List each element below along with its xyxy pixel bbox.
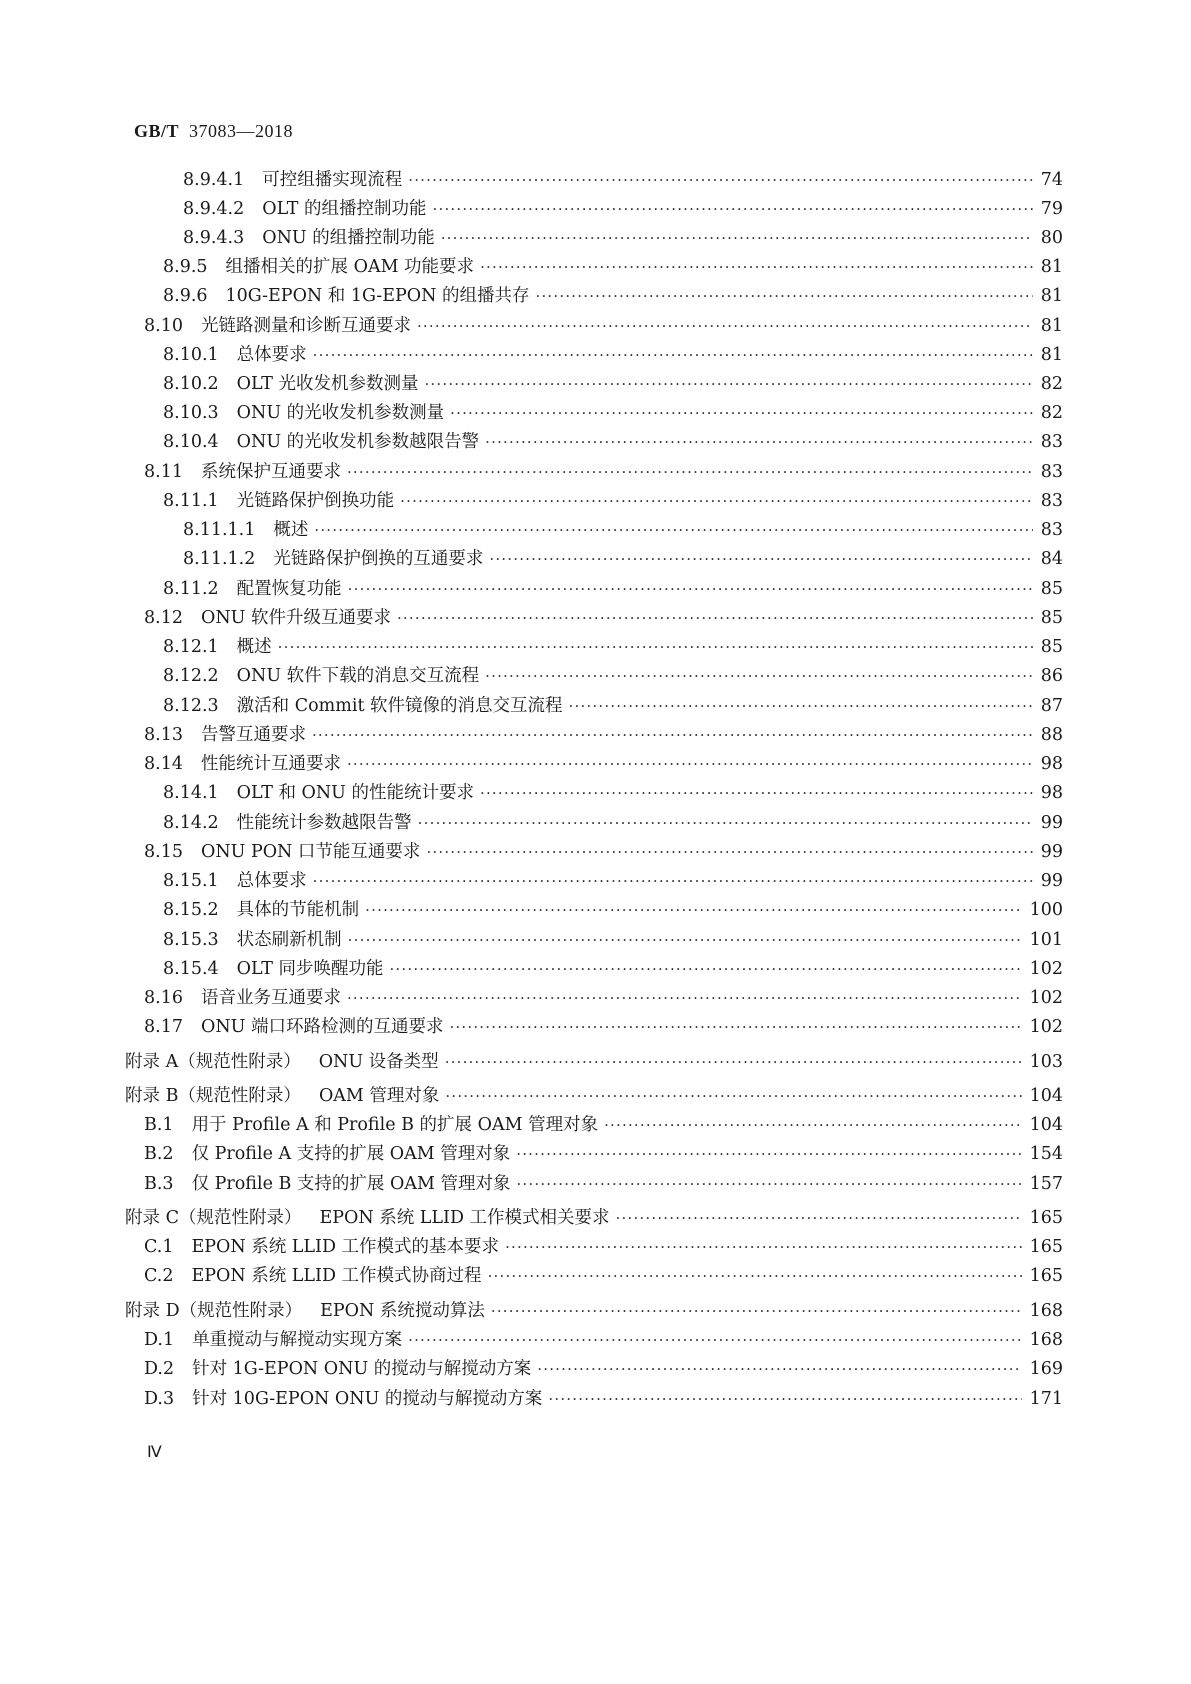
toc-entry[interactable] (125, 1205, 1063, 1231)
toc-entry-title: 概述 (273, 520, 309, 540)
toc-entry[interactable] (144, 1171, 1063, 1197)
toc-entry-title: 10G-EPON 和 1G-EPON 的组播共存 (225, 286, 530, 306)
toc-entry[interactable] (183, 225, 1063, 251)
toc-entry-page: 102 (1029, 959, 1063, 979)
toc-entry[interactable] (163, 897, 1063, 923)
toc-entry-page: 103 (1029, 1052, 1063, 1072)
toc-entry-title: EPON 系统 LLID 工作模式相关要求 (319, 1208, 610, 1228)
toc-entry-page: 102 (1029, 988, 1063, 1008)
toc-entry[interactable] (144, 1356, 1063, 1382)
toc-entry-number: 附录 C（规范性附录） (125, 1208, 302, 1228)
toc-entry[interactable] (144, 1014, 1063, 1040)
toc-entry-number: D.1 (144, 1330, 175, 1350)
toc-leader-dots (417, 313, 1033, 339)
toc-entry[interactable] (125, 1298, 1063, 1324)
toc-entry[interactable] (163, 283, 1063, 309)
toc-entry-number: B.2 (144, 1144, 174, 1164)
toc-entry[interactable] (163, 488, 1063, 514)
toc-entry[interactable] (144, 1141, 1063, 1167)
toc-entry[interactable] (163, 810, 1063, 836)
toc-entry-title: EPON 系统搅动算法 (320, 1301, 485, 1321)
toc-entry-page: 165 (1029, 1237, 1063, 1257)
toc-leader-dots (488, 1263, 1022, 1289)
toc-entry-number: 8.14.2 (163, 813, 219, 833)
toc-entry-page: 98 (1040, 783, 1063, 803)
toc-entry-title: ONU 设备类型 (318, 1052, 439, 1072)
toc-entry-page: 81 (1040, 345, 1063, 365)
toc-leader-dots (491, 1298, 1022, 1324)
toc-entry-page: 100 (1029, 900, 1063, 920)
toc-entry-title: 系统保护互通要求 (200, 462, 341, 482)
toc-leader-dots (348, 576, 1033, 602)
toc-entry-number: 8.15.3 (163, 930, 219, 950)
toc-leader-dots (433, 196, 1033, 222)
toc-leader-dots (426, 839, 1032, 865)
toc-leader-dots (480, 780, 1033, 806)
toc-entry-number: 附录 D（规范性附录） (125, 1301, 303, 1321)
toc-entry-number: 8.15.4 (163, 959, 219, 979)
toc-entry[interactable] (183, 196, 1063, 222)
toc-entry-page: 81 (1040, 286, 1063, 306)
toc-entry[interactable] (144, 1112, 1063, 1138)
toc-entry-title: 针对 1G-EPON ONU 的搅动与解搅动方案 (192, 1359, 532, 1379)
standard-prefix: GB/T (134, 121, 180, 141)
toc-entry-page: 85 (1040, 637, 1063, 657)
toc-entry-page: 83 (1040, 432, 1063, 452)
toc-entry-title: OLT 光收发机参数测量 (236, 374, 419, 394)
toc-entry-number: B.3 (144, 1174, 174, 1194)
toc-entry-title: ONU 的光收发机参数越限告警 (236, 432, 480, 452)
toc-entry-number: 8.14 (144, 754, 183, 774)
toc-entry[interactable] (163, 868, 1063, 894)
toc-leader-dots (424, 371, 1032, 397)
toc-entry-title: ONU 软件升级互通要求 (200, 608, 391, 628)
toc-entry-page: 84 (1040, 549, 1063, 569)
toc-entry-number: 8.12.3 (163, 696, 219, 716)
toc-entry-page: 102 (1029, 1017, 1063, 1037)
toc-entry[interactable] (144, 605, 1063, 631)
toc-entry-title: 组播相关的扩展 OAM 功能要求 (225, 257, 475, 277)
toc-leader-dots (548, 1386, 1021, 1412)
toc-entry-page: 82 (1040, 374, 1063, 394)
toc-entry-number: B.1 (144, 1115, 174, 1135)
toc-entry-title: ONU 的组播控制功能 (262, 228, 435, 248)
toc-leader-dots (441, 225, 1033, 251)
toc-leader-dots (313, 342, 1033, 368)
toc-entry[interactable] (144, 1327, 1063, 1353)
toc-entry-page: 74 (1040, 170, 1063, 190)
toc-entry-number: 8.11.1.2 (183, 549, 256, 569)
toc-entry-title: ONU 的光收发机参数测量 (236, 403, 445, 423)
toc-entry-number: 8.12.2 (163, 666, 219, 686)
toc-entry[interactable] (163, 400, 1063, 426)
toc-leader-dots (408, 167, 1032, 193)
toc-entry[interactable] (125, 1049, 1063, 1075)
toc-leader-dots (485, 429, 1033, 455)
toc-entry-page: 104 (1029, 1115, 1063, 1135)
toc-leader-dots (445, 1049, 1022, 1075)
toc-entry-number: 8.15.2 (163, 900, 219, 920)
toc-entry-page: 165 (1029, 1208, 1063, 1228)
toc-entry[interactable] (144, 459, 1063, 485)
toc-entry-page: 157 (1029, 1174, 1063, 1194)
toc-entry-number: 8.10 (144, 316, 183, 336)
toc-leader-dots (314, 517, 1032, 543)
toc-entry-number: C.2 (144, 1266, 174, 1286)
toc-entry-number: 8.11.2 (163, 579, 219, 599)
toc-entry[interactable] (163, 927, 1063, 953)
toc-entry-title: 语音业务互通要求 (200, 988, 341, 1008)
toc-entry-number: 8.15.1 (163, 871, 219, 891)
toc-entry-title: EPON 系统 LLID 工作模式的基本要求 (191, 1237, 500, 1257)
toc-entry-page: 168 (1029, 1301, 1063, 1321)
toc-entry-title: 单重搅动与解搅动实现方案 (192, 1330, 403, 1350)
toc-leader-dots (347, 459, 1033, 485)
page-number: Ⅳ (147, 1444, 162, 1461)
toc-entry-number: 8.9.4.3 (183, 228, 245, 248)
toc-entry-page: 165 (1029, 1266, 1063, 1286)
toc-entry-number: 8.14.1 (163, 783, 219, 803)
toc-entry-page: 80 (1040, 228, 1063, 248)
toc-entry-title: 总体要求 (236, 871, 307, 891)
toc-entry-page: 79 (1040, 199, 1063, 219)
toc-entry-page: 81 (1040, 257, 1063, 277)
toc-entry[interactable] (163, 693, 1063, 719)
toc-entry-title: ONU 软件下载的消息交互流程 (236, 666, 480, 686)
toc-entry-page: 154 (1029, 1144, 1063, 1164)
toc-entry-title: 性能统计互通要求 (200, 754, 341, 774)
toc-entry-page: 83 (1040, 520, 1063, 540)
toc-entry-title: 光链路保护倒换功能 (236, 491, 395, 511)
toc-leader-dots (418, 810, 1033, 836)
toc-leader-dots (389, 956, 1021, 982)
toc-entry-number: 8.11.1.1 (183, 520, 256, 540)
toc-entry[interactable] (144, 751, 1063, 777)
toc-entry-page: 171 (1029, 1389, 1063, 1409)
toc-entry-title: 概述 (236, 637, 272, 657)
toc-entry-title: 配置恢复功能 (236, 579, 342, 599)
toc-entry-number: 8.10.3 (163, 403, 219, 423)
toc-leader-dots (516, 1171, 1021, 1197)
toc-entry-number: 8.9.4.1 (183, 170, 245, 190)
toc-entry-title: 仅 Profile B 支持的扩展 OAM 管理对象 (191, 1174, 511, 1194)
toc-entry[interactable] (163, 576, 1063, 602)
toc-entry-title: 用于 Profile A 和 Profile B 的扩展 OAM 管理对象 (191, 1115, 599, 1135)
toc-entry-number: 附录 B（规范性附录） (125, 1086, 301, 1106)
toc-entry-number: 8.9.5 (163, 257, 208, 277)
toc-leader-dots (485, 663, 1033, 689)
toc-entry[interactable] (163, 429, 1063, 455)
toc-entry[interactable] (163, 663, 1063, 689)
toc-entry[interactable] (183, 517, 1063, 543)
toc-entry[interactable] (144, 313, 1063, 339)
toc-entry-page: 101 (1029, 930, 1063, 950)
toc-entry-page: 82 (1040, 403, 1063, 423)
toc-entry-title: 光链路测量和诊断互通要求 (200, 316, 411, 336)
toc-entry-number: 8.12 (144, 608, 183, 628)
toc-leader-dots (347, 985, 1022, 1011)
toc-entry-page: 85 (1040, 579, 1063, 599)
toc-leader-dots (449, 1014, 1021, 1040)
toc-entry[interactable] (163, 254, 1063, 280)
toc-leader-dots (365, 897, 1021, 923)
standard-number: 37083—2018 (189, 121, 294, 141)
toc-entry-number: 8.10.4 (163, 432, 219, 452)
toc-leader-dots (505, 1234, 1022, 1260)
toc-entry[interactable] (183, 167, 1063, 193)
toc-entry[interactable] (144, 839, 1063, 865)
toc-leader-dots (397, 605, 1033, 631)
toc-entry-title: OAM 管理对象 (318, 1086, 440, 1106)
toc-entry[interactable] (144, 722, 1063, 748)
toc-entry-page: 85 (1040, 608, 1063, 628)
toc-entry-page: 99 (1040, 813, 1063, 833)
toc-entry-page: 88 (1040, 725, 1063, 745)
toc-entry-number: D.2 (144, 1359, 175, 1379)
toc-entry-title: ONU PON 口节能互通要求 (200, 842, 421, 862)
toc-leader-dots (347, 751, 1033, 777)
toc-leader-dots (348, 927, 1022, 953)
toc-entry-number: 8.13 (144, 725, 183, 745)
toc-leader-dots (408, 1327, 1021, 1353)
toc-entry[interactable] (163, 342, 1063, 368)
toc-entry-title: 具体的节能机制 (236, 900, 360, 920)
toc-entry-number: 8.10.2 (163, 374, 219, 394)
toc-leader-dots (537, 1356, 1021, 1382)
toc-entry-title: 告警互通要求 (200, 725, 306, 745)
toc-entry-title: 总体要求 (236, 345, 307, 365)
toc-entry-number: 8.15 (144, 842, 183, 862)
toc-leader-dots (516, 1141, 1021, 1167)
toc-entry-title: OLT 的组播控制功能 (262, 199, 427, 219)
toc-entry-page: 104 (1029, 1086, 1063, 1106)
toc-entry-number: 8.11.1 (163, 491, 219, 511)
toc-leader-dots (604, 1112, 1022, 1138)
toc-entry[interactable] (163, 780, 1063, 806)
toc-entry-page: 98 (1040, 754, 1063, 774)
toc-leader-dots (535, 283, 1032, 309)
toc-leader-dots (616, 1205, 1022, 1231)
toc-entry[interactable] (183, 546, 1063, 572)
toc-entry[interactable] (144, 1263, 1063, 1289)
toc-entry-number: 8.10.1 (163, 345, 219, 365)
toc-entry-title: ONU 端口环路检测的互通要求 (200, 1017, 444, 1037)
toc-leader-dots (312, 722, 1033, 748)
toc-entry-number: 8.9.4.2 (183, 199, 245, 219)
toc-entry-number: 附录 A（规范性附录） (125, 1052, 301, 1072)
toc-entry-page: 168 (1029, 1330, 1063, 1350)
toc-entry-number: 8.11 (144, 462, 183, 482)
toc-entry[interactable] (144, 1386, 1063, 1412)
toc-leader-dots (489, 546, 1032, 572)
toc-entry-page: 81 (1040, 316, 1063, 336)
toc-entry-number: 8.12.1 (163, 637, 219, 657)
toc-entry-title: 性能统计参数越限告警 (236, 813, 412, 833)
toc-entry[interactable] (163, 371, 1063, 397)
toc-entry-page: 87 (1040, 696, 1063, 716)
toc-entry-number: D.3 (144, 1389, 175, 1409)
toc-entry-page: 99 (1040, 842, 1063, 862)
toc-leader-dots (569, 693, 1033, 719)
toc-entry[interactable] (163, 634, 1063, 660)
toc-entry-page: 169 (1029, 1359, 1063, 1379)
toc-entry-number: 8.9.6 (163, 286, 208, 306)
toc-entry[interactable] (144, 1234, 1063, 1260)
toc-entry-number: 8.16 (144, 988, 183, 1008)
toc-entry-title: OLT 同步唤醒功能 (236, 959, 384, 979)
standard-header (134, 121, 293, 142)
toc-entry-title: EPON 系统 LLID 工作模式协商过程 (191, 1266, 482, 1286)
toc-entry-page: 99 (1040, 871, 1063, 891)
toc-leader-dots (480, 254, 1033, 280)
toc-entry-page: 86 (1040, 666, 1063, 686)
toc-entry-page: 83 (1040, 462, 1063, 482)
toc-entry[interactable] (144, 985, 1063, 1011)
toc-entry-number: 8.17 (144, 1017, 183, 1037)
toc-entry-title: 光链路保护倒换的互通要求 (273, 549, 484, 569)
toc-entry-page: 83 (1040, 491, 1063, 511)
toc-entry-number: C.1 (144, 1237, 174, 1257)
toc-entry[interactable] (163, 956, 1063, 982)
toc-entry-title: 针对 10G-EPON ONU 的搅动与解搅动方案 (192, 1389, 543, 1409)
toc-entry-title: 仅 Profile A 支持的扩展 OAM 管理对象 (191, 1144, 511, 1164)
toc-leader-dots (313, 868, 1033, 894)
toc-leader-dots (450, 400, 1033, 426)
toc-leader-dots (400, 488, 1033, 514)
toc-entry-title: 状态刷新机制 (236, 930, 342, 950)
toc-entry-title: OLT 和 ONU 的性能统计要求 (236, 783, 474, 803)
toc-leader-dots (445, 1083, 1021, 1109)
toc-entry[interactable] (125, 1083, 1063, 1109)
toc-entry-title: 可控组播实现流程 (262, 170, 403, 190)
toc-leader-dots (278, 634, 1033, 660)
toc-entry-title: 激活和 Commit 软件镜像的消息交互流程 (236, 696, 563, 716)
